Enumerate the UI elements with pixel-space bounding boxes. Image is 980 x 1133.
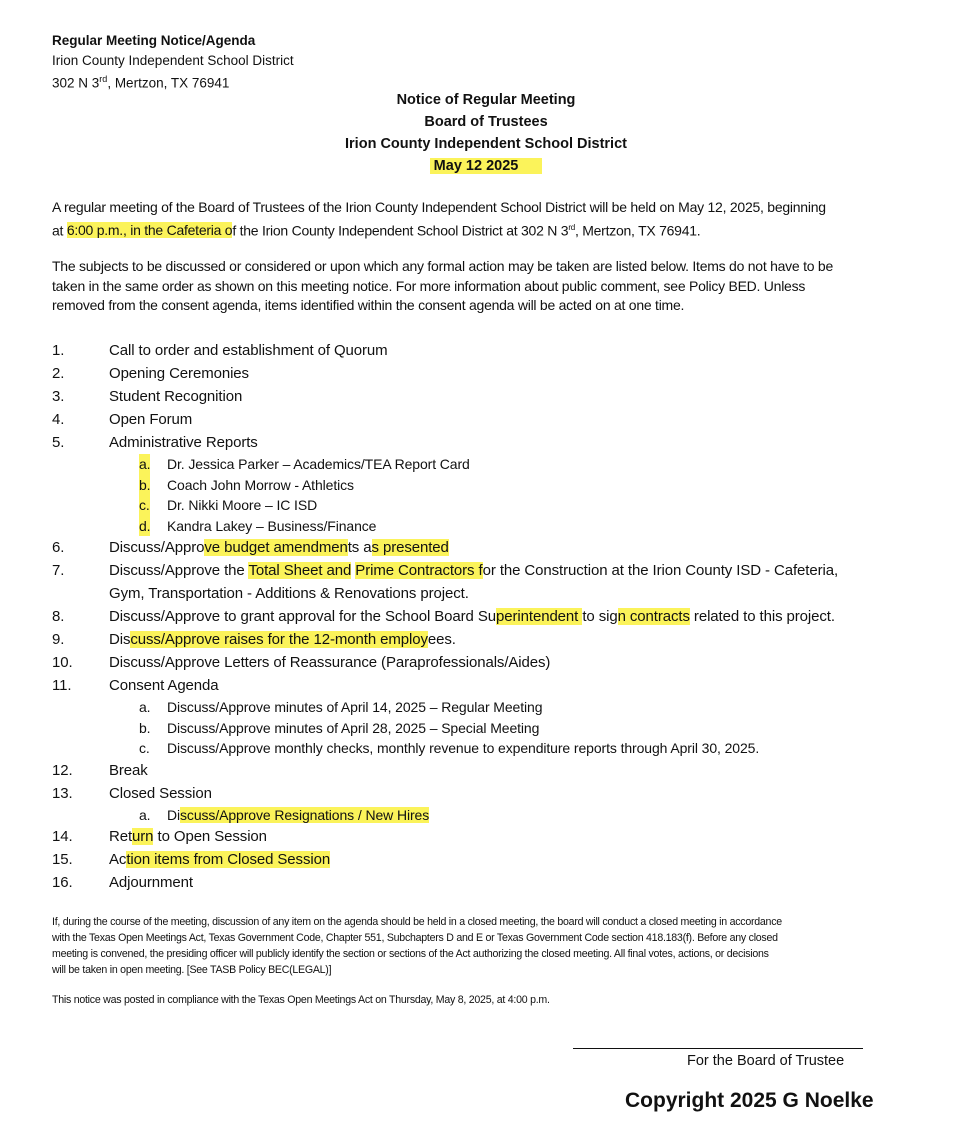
item-number: b. (139, 475, 150, 496)
item-number: a. (139, 806, 151, 823)
item-text (109, 871, 193, 894)
item-number: 15. (52, 851, 73, 868)
item-text (167, 516, 376, 537)
item-number: 11. (52, 677, 72, 694)
item-text (167, 475, 354, 496)
item-text (109, 605, 835, 628)
text-segment: Consent Agenda (109, 677, 219, 694)
item-text (167, 738, 759, 759)
item-text (167, 495, 317, 516)
item-text (109, 536, 449, 559)
text-segment: Discuss/Approve minutes of April 14, 2025 – Regular Meeting (167, 699, 543, 715)
signature-caption: For the Board of Trustee (687, 1053, 845, 1069)
item-number: 16. (52, 874, 73, 891)
copyright-notice: Copyright 2025 G Noelke (625, 1089, 874, 1112)
text-segment: Discuss/Appro (109, 539, 205, 556)
text-segment: ees. (427, 631, 456, 648)
item-text (109, 825, 267, 848)
item-number: 3. (52, 388, 65, 405)
highlighted-text: n contracts (617, 608, 690, 625)
item-text (167, 697, 542, 718)
meeting-date: May 12 2025 (430, 158, 543, 174)
item-number: a. (139, 699, 151, 715)
text-segment: Ac (109, 851, 127, 868)
item-text (109, 362, 249, 385)
item-text (109, 385, 242, 408)
item-number: d. (139, 516, 150, 537)
text-segment: Call to order and establishment of Quorum (109, 342, 388, 359)
item-text (167, 805, 429, 826)
item-text (109, 431, 258, 454)
highlighted-text: perintendent (496, 608, 583, 625)
highlighted-text: tion items from Closed Session (126, 851, 331, 868)
item-text (109, 339, 388, 362)
item-number: 2. (52, 365, 65, 382)
posting-notice: This notice was posted in compliance with the Texas Open Meetings Act on Thursday, May 8, 2025, at 4:00 p.m. (52, 994, 550, 1006)
notice-title: Regular Meeting Notice/Agenda (52, 33, 256, 48)
item-text (109, 674, 219, 697)
text-segment: Dr. Jessica Parker – Academics/TEA Report Card (167, 456, 470, 472)
text-segment: Adjournment (109, 874, 193, 891)
text-segment: Kandra Lakey – Business/Finance (167, 517, 377, 534)
closed-session-note: If, during the course of the meeting, discussion of any item on the agenda should be held in a closed meeting, the board will conduct a closed meeting in accordance with the Texas Open Meetings Act, Texas Government Code, Chapter 551, Subchapters D and E or Texas Government Code section 418.183(f). Before any closed meeting is convened, the presiding officer will publicly identify the section or sections of the Act authorizing the closed meeting. All final votes, actions, or decisions will be taken in open meeting. [See TASB Policy BEC(LEGAL)] (52, 916, 782, 976)
text-segment: Open Forum (109, 411, 193, 428)
highlighted-text: Total Sheet and (248, 562, 352, 579)
text-segment: Discuss/Approve to grant approval for the School Board Su (109, 608, 497, 625)
highlighted-text: urn (132, 828, 154, 845)
heading-line-3: Irion County Independent School District (345, 136, 627, 152)
item-number: 1. (52, 342, 65, 359)
item-number: 10. (52, 654, 73, 671)
text-segment: ts a (347, 539, 372, 556)
highlighted-text: ve budget amendmen (204, 539, 348, 556)
subjects-paragraph: The subjects to be discussed or considered or upon which any formal action may be taken are listed below. Items do not have to be taken in the same order as shown on this meeting notice. For more information about public comment, see Policy BED. Unless removed from the consent agenda, items identified within the consent agenda will be acted on at one time. (52, 258, 833, 313)
highlighted-text: s presented (371, 539, 449, 556)
header-block (52, 31, 294, 93)
item-text (109, 582, 469, 605)
text-segment: Di (167, 806, 181, 823)
item-number: 8. (52, 608, 65, 625)
heading-line-2: Board of Trustees (424, 114, 548, 130)
item-number: 12. (52, 761, 73, 779)
heading-line-1: Notice of Regular Meeting (396, 92, 576, 108)
item-text (109, 408, 192, 431)
item-text (167, 454, 470, 475)
text-segment: Gym, Transportation - Additions & Renovations project. (109, 585, 469, 602)
text-segment: Administrative Reports (109, 434, 258, 451)
item-number: b. (139, 719, 151, 736)
intro-paragraph: A regular meeting of the Board of Trustees of the Irion County Independent School District will be held on May 12, 2025, beginning at 6:00 p.m., in the Cafeteria of the Irion County Independent School District at 302 N 3rd, Mertzon, TX 76941. (52, 199, 826, 239)
time-location-highlight: 6:00 p.m., in the Cafeteria o (66, 222, 233, 239)
text-segment: Discuss/Approve minutes of April 28, 2025 – Special Meeting (167, 719, 540, 736)
district-name: Irion County Independent School District (52, 52, 294, 68)
item-number: a. (139, 454, 150, 475)
item-text (109, 628, 456, 651)
text-segment: Coach John Morrow - Athletics (167, 476, 354, 493)
item-text (109, 848, 330, 871)
item-text (109, 759, 148, 782)
text-segment: related to this project. (689, 608, 835, 625)
item-number: 9. (52, 631, 65, 648)
district-address: 302 N 3rd, Mertzon, TX 76941 (52, 74, 230, 91)
text-segment: Discuss/Approve monthly checks, monthly revenue to expenditure reports through April 30, 2025. (167, 740, 760, 756)
item-text (109, 782, 212, 805)
text-segment: Student Recognition (109, 388, 243, 405)
text-segment: Dr. Nikki Moore – IC ISD (167, 497, 318, 513)
text-segment: to sig (582, 608, 618, 625)
text-segment: Closed Session (109, 784, 212, 802)
item-number: 7. (52, 562, 65, 579)
highlighted-text: scuss/Approve Resignations / New Hires (180, 806, 430, 823)
item-number: 4. (52, 411, 65, 428)
text-segment: Ret (109, 828, 133, 845)
text-segment: Break (109, 761, 148, 779)
item-text (109, 559, 838, 582)
notice-heading (0, 89, 972, 177)
text-segment: or the Construction at the Irion County ISD - Cafeteria, (482, 562, 839, 579)
item-number: c. (139, 740, 150, 756)
signature-line (573, 1048, 863, 1049)
item-number: 13. (52, 784, 73, 802)
text-segment: Discuss/Approve the (109, 562, 249, 579)
item-number: 5. (52, 434, 65, 451)
highlighted-text: cuss/Approve raises for the 12-month employ (130, 631, 428, 648)
item-number: 14. (52, 828, 73, 845)
highlighted-text: Prime Contractors f (355, 562, 483, 579)
item-number: 6. (52, 539, 65, 556)
text-segment: to Open Session (153, 828, 267, 845)
text-segment: Dis (109, 631, 131, 648)
item-text (109, 651, 550, 674)
item-number: c. (139, 495, 150, 516)
text-segment: Discuss/Approve Letters of Reassurance (Paraprofessionals/Aides) (109, 654, 551, 671)
text-segment: Opening Ceremonies (109, 365, 249, 382)
item-text (167, 718, 539, 739)
